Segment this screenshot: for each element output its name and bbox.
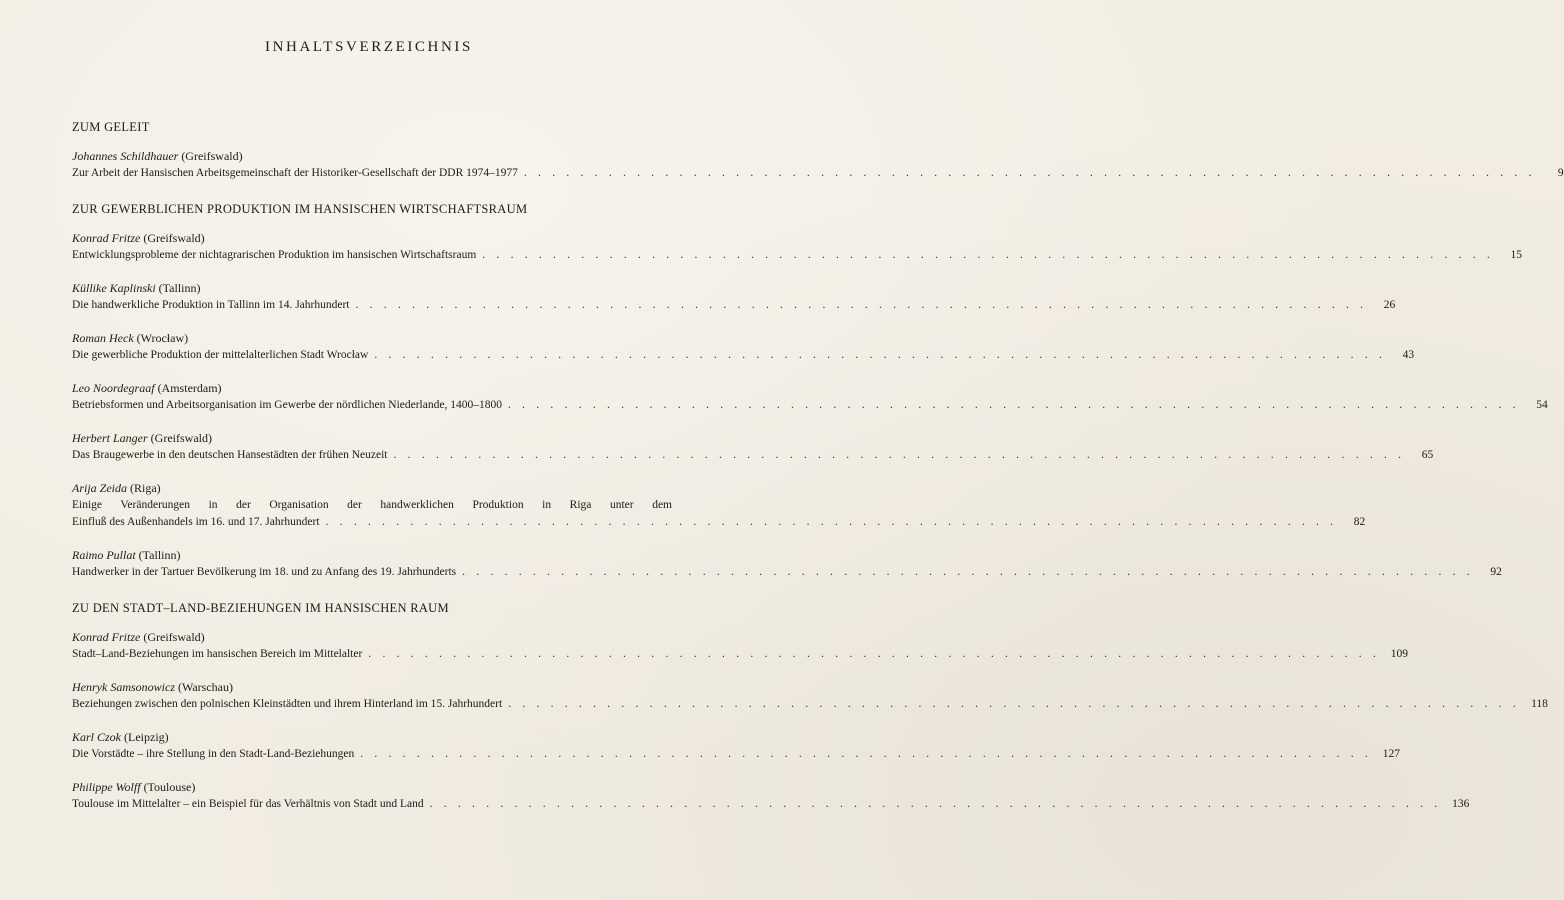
dot-leader: . . . . . . . . . . . . . . . . . . . . . . . . . . . . . . . . . . . . . . . . . . . . . . . . . . . . . . . . . . . . . . . . . . . . . . . .: [507, 399, 1520, 411]
entry-title-line: [72, 165, 1564, 182]
author-line: [72, 430, 672, 447]
dot-leader: . . . . . . . . . . . . . . . . . . . . . . . . . . . . . . . . . . . . . . . . . . . . . . . . . . . . . . . . . . . . . . . . . . . . . . . .: [393, 449, 1406, 461]
author-name: Philippe Wolff: [72, 780, 141, 794]
author-line: [72, 330, 672, 347]
author-name: Konrad Fritze: [72, 231, 141, 245]
dot-leader: . . . . . . . . . . . . . . . . . . . . . . . . . . . . . . . . . . . . . . . . . . . . . . . . . . . . . . . . . . . . . . . . . . . . . . . .: [508, 698, 1520, 710]
author-location: (Wrocław): [136, 331, 189, 345]
author-location: (Tallinn): [158, 281, 201, 295]
entry-title: Die Vorstädte – ihre Stellung in den Stadt-Land-Beziehungen: [72, 748, 355, 760]
author-name: Raimo Pullat: [72, 548, 136, 562]
dot-leader: . . . . . . . . . . . . . . . . . . . . . . . . . . . . . . . . . . . . . . . . . . . . . . . . . . . . . . . . . . . . . . . . . . . . . . . .: [462, 566, 1474, 578]
author-line: [72, 679, 672, 696]
author-location: (Leipzig): [124, 730, 169, 744]
entry-title: Die gewerbliche Produktion der mittelalterlichen Stadt Wrocław: [72, 349, 369, 361]
page-number: 136: [1452, 798, 1470, 810]
author-location: (Warschau): [177, 680, 233, 694]
author-name: Henryk Samsonowicz: [72, 680, 175, 694]
toc-entry: [72, 430, 1434, 464]
toc-entry: [72, 380, 1548, 414]
page-number: 15: [1510, 249, 1523, 261]
page-number: 65: [1421, 449, 1434, 461]
page-number: 109: [1390, 648, 1409, 660]
entry-title-line: [72, 514, 1366, 531]
author-name: Küllike Kaplinski: [72, 281, 156, 295]
dot-leader: . . . . . . . . . . . . . . . . . . . . . . . . . . . . . . . . . . . . . . . . . . . . . . . . . . . . . . . . . . . . . . . . . . . . . . . .: [429, 798, 1442, 810]
author-line: [72, 280, 672, 297]
author-line: [72, 230, 672, 247]
page-number: 118: [1531, 698, 1548, 710]
toc-entry: [72, 148, 1564, 182]
entry-title-line: [72, 347, 1415, 364]
entry-title-line: [72, 696, 1548, 713]
section-heading: ZU DEN STADT–LAND-BEZIEHUNGEN IM HANSISCHEN RAUM: [72, 601, 449, 615]
dot-leader: . . . . . . . . . . . . . . . . . . . . . . . . . . . . . . . . . . . . . . . . . . . . . . . . . . . . . . . . . . . . . . . . . . . . . . . .: [374, 349, 1387, 361]
dot-leader: . . . . . . . . . . . . . . . . . . . . . . . . . . . . . . . . . . . . . . . . . . . . . . . . . . . . . . . . . . . . . . . . . . . . . . . .: [325, 516, 1338, 528]
entry-title: Die handwerkliche Produktion in Tallinn im 14. Jahrhundert: [72, 299, 350, 311]
toc-entry: [72, 280, 1396, 314]
entry-title-line: [72, 397, 1548, 414]
page-title: INHALTSVERZEICHNIS: [265, 39, 473, 55]
toc-entry: [72, 729, 1400, 763]
entry-title: Einige Veränderungen in der Organisation der handwerklichen Produktion in Riga unter dem: [72, 499, 672, 511]
section-heading: ZUR GEWERBLICHEN PRODUKTION IM HANSISCHEN WIRTSCHAFTSRAUM: [72, 202, 528, 216]
author-name: Karl Czok: [72, 730, 122, 744]
author-name: Herbert Langer: [72, 431, 148, 445]
entry-title-line: [72, 746, 1400, 763]
toc-entry: [72, 629, 1409, 663]
toc-section: [72, 200, 1548, 581]
entry-title: Entwicklungsprobleme der nichtagrarischen Produktion im hansischen Wirtschaftsraum: [72, 249, 477, 261]
entry-title: Stadt–Land-Beziehungen im hansischen Bereich im Mittelalter: [72, 648, 363, 660]
author-line: [72, 779, 672, 796]
page-number: 127: [1382, 748, 1400, 760]
page-number: 26: [1383, 299, 1396, 311]
entry-title-line: [72, 447, 1434, 464]
entry-title-line: [72, 497, 672, 514]
page-number: 82: [1353, 516, 1366, 528]
author-location: (Toulouse): [143, 780, 196, 794]
author-location: (Greifswald): [181, 149, 243, 163]
toc-section: [72, 118, 1564, 182]
toc-entry: [72, 230, 1523, 264]
toc-entry: [72, 547, 1502, 581]
entry-title: Betriebsformen und Arbeitsorganisation im Gewerbe der nördlichen Niederlande, 1400–1800: [72, 399, 502, 411]
section-heading: ZUM GELEIT: [72, 120, 150, 134]
entry-title-line: [72, 796, 1470, 813]
author-line: [72, 380, 672, 397]
dot-leader: . . . . . . . . . . . . . . . . . . . . . . . . . . . . . . . . . . . . . . . . . . . . . . . . . . . . . . . . . . . . . . . . . . . . . . . .: [523, 167, 1536, 179]
author-location: (Tallinn): [138, 548, 181, 562]
page-number: 54: [1536, 399, 1548, 411]
toc-entry: [72, 779, 1470, 813]
author-line: [72, 729, 672, 746]
author-line: [72, 148, 672, 165]
entry-title: Handwerker in der Tartuer Bevölkerung im 18. und zu Anfang des 19. Jahrhunderts: [72, 566, 457, 578]
dot-leader: . . . . . . . . . . . . . . . . . . . . . . . . . . . . . . . . . . . . . . . . . . . . . . . . . . . . . . . . . . . . . . . . . . . . . . . .: [355, 299, 1368, 311]
page-number: 9: [1557, 167, 1564, 179]
entry-title: Toulouse im Mittelalter – ein Beispiel für das Verhältnis von Stadt und Land: [72, 798, 424, 810]
table-of-contents: [72, 118, 1564, 831]
author-name: Leo Noordegraaf: [72, 381, 155, 395]
entry-title: Beziehungen zwischen den polnischen Kleinstädten und ihrem Hinterland im 15. Jahrhundert: [72, 698, 503, 710]
toc-entry: [72, 679, 1548, 713]
entry-title: Das Braugewerbe in den deutschen Hansestädten der frühen Neuzeit: [72, 449, 388, 461]
toc-entry: [72, 480, 1366, 531]
dot-leader: . . . . . . . . . . . . . . . . . . . . . . . . . . . . . . . . . . . . . . . . . . . . . . . . . . . . . . . . . . . . . . . . . . . . . . . .: [360, 748, 1372, 760]
entry-title-line: [72, 564, 1502, 581]
author-name: Roman Heck: [72, 331, 134, 345]
page-number: 43: [1402, 349, 1415, 361]
entry-title-line: [72, 646, 1409, 663]
author-location: (Greifswald): [150, 431, 212, 445]
author-name: Arija Zeida: [72, 481, 128, 495]
dot-leader: . . . . . . . . . . . . . . . . . . . . . . . . . . . . . . . . . . . . . . . . . . . . . . . . . . . . . . . . . . . . . . . . . . . . . . . .: [368, 648, 1381, 660]
author-location: (Amsterdam): [157, 381, 222, 395]
entry-title-line: [72, 247, 1523, 264]
entry-title: Zur Arbeit der Hansischen Arbeitsgemeinschaft der Historiker-Gesellschaft der DDR 1974–1977: [72, 167, 518, 179]
entry-title-line: [72, 297, 1396, 314]
entry-title: Einfluß des Außenhandels im 16. und 17. Jahrhundert: [72, 516, 320, 528]
author-line: [72, 629, 672, 646]
toc-section: [72, 599, 1548, 813]
author-location: (Greifswald): [143, 231, 205, 245]
dot-leader: . . . . . . . . . . . . . . . . . . . . . . . . . . . . . . . . . . . . . . . . . . . . . . . . . . . . . . . . . . . . . . . . . . . . . . . .: [482, 249, 1495, 261]
author-location: (Greifswald): [143, 630, 205, 644]
page-number: 92: [1490, 566, 1502, 578]
author-name: Johannes Schildhauer: [72, 149, 179, 163]
author-line: [72, 480, 672, 497]
toc-entry: [72, 330, 1415, 364]
author-name: Konrad Fritze: [72, 630, 141, 644]
author-line: [72, 547, 672, 564]
author-location: (Riga): [130, 481, 161, 495]
